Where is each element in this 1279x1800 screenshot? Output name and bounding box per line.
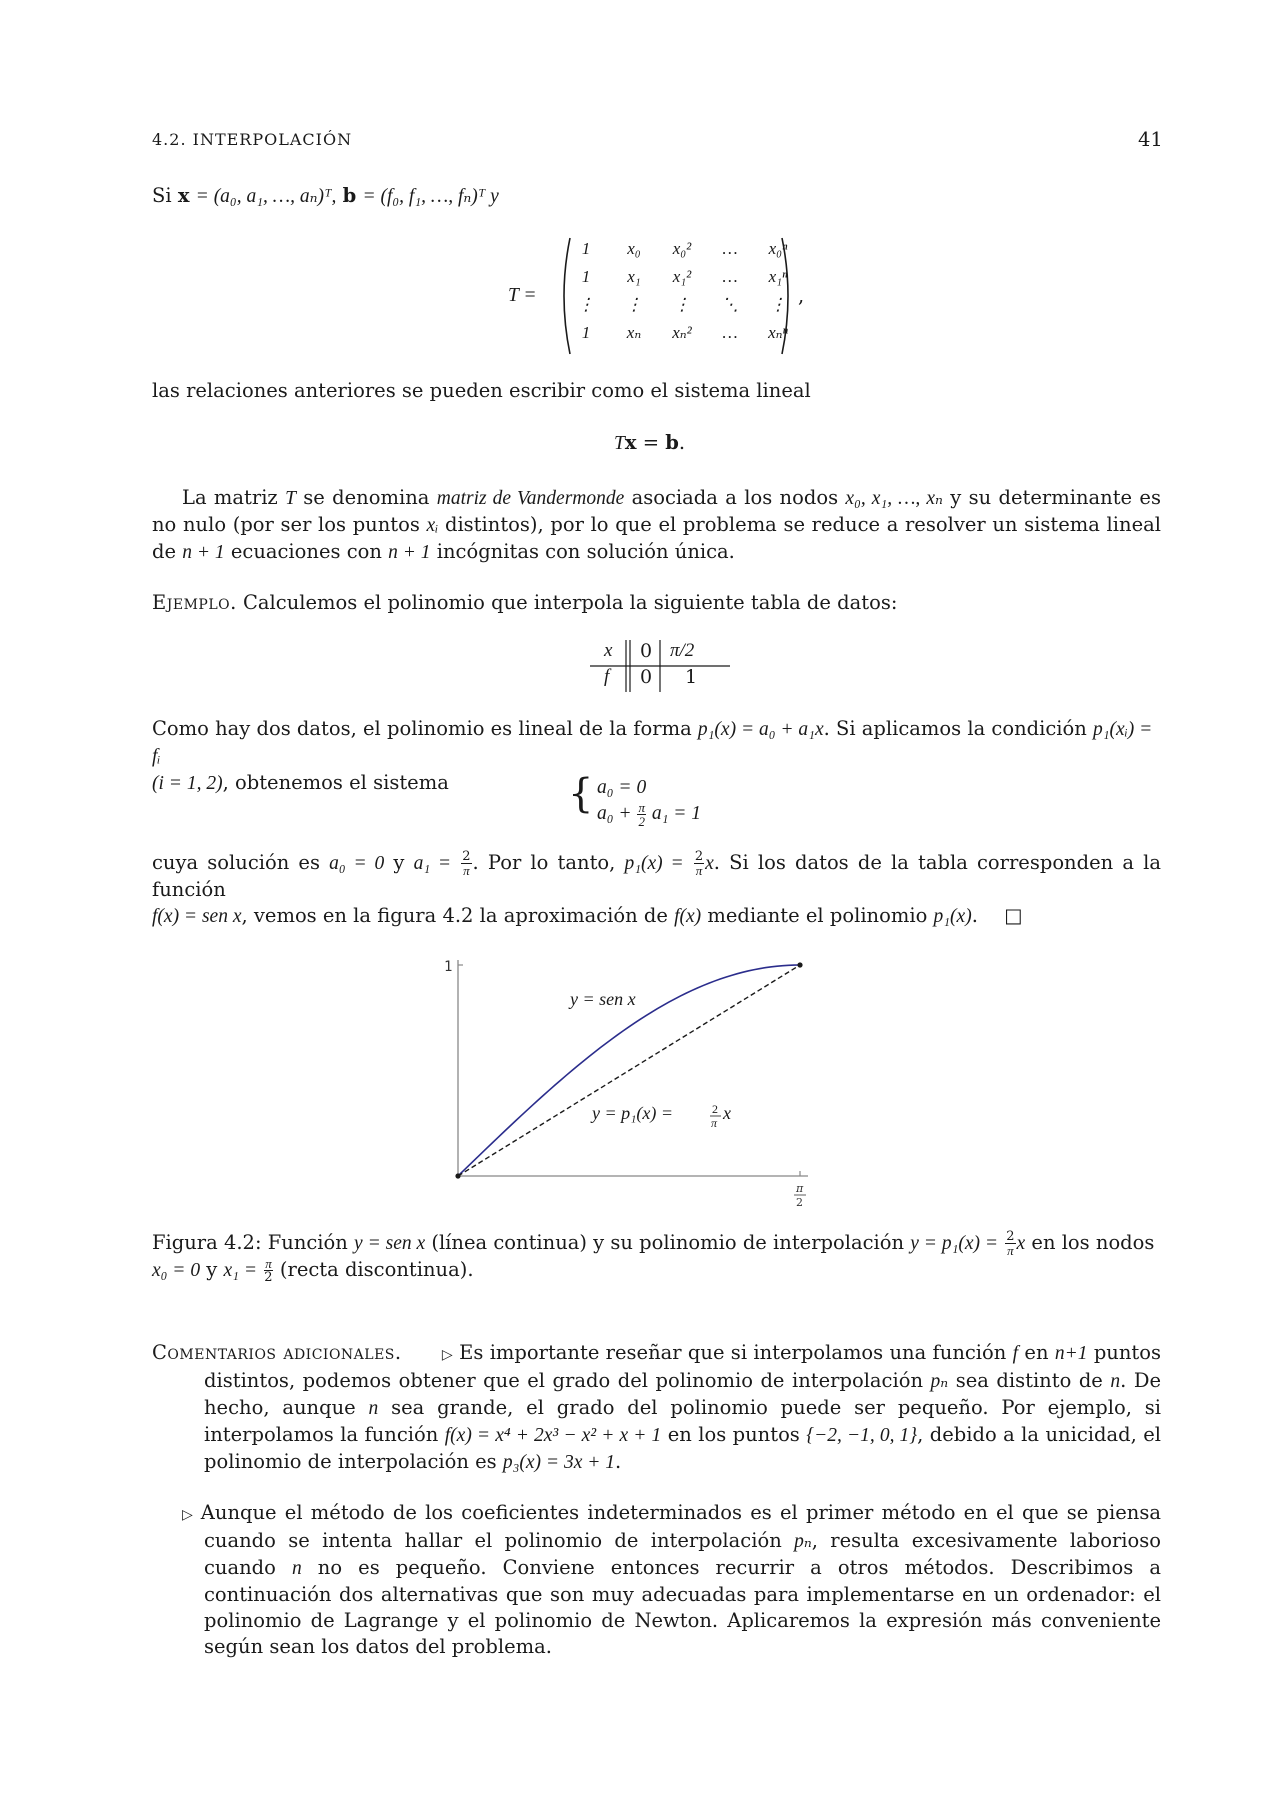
table-f-header: f (604, 666, 610, 687)
eq-b: b (665, 431, 679, 454)
matrix-cell-0-1: x₀ (627, 239, 641, 258)
matrix-cell-1-2: x₁² (672, 267, 692, 286)
table-x-0: 0 (640, 640, 653, 662)
matrix-cell-0-0: 1 (581, 239, 591, 258)
figure-4-2-chart (430, 940, 830, 1210)
intro-si: Si (152, 184, 172, 207)
x-tick-den: 2 (796, 1196, 803, 1209)
intro-line (152, 183, 499, 210)
node-point-0 (455, 1173, 460, 1178)
example-line (152, 590, 897, 616)
matrix-label: T = (508, 285, 537, 306)
system-eq1: a₀ = 0 (597, 777, 647, 798)
matrix-cell-0-3: … (722, 239, 738, 258)
matrix-cell-0-2: x₀² (672, 239, 692, 258)
matrix-cell-1-3: … (722, 267, 738, 286)
eq-dot: . (678, 431, 686, 454)
matrix-cell-2-3: ⋱ (721, 295, 739, 314)
table-x-1: π/2 (670, 640, 695, 661)
comment-2: ▷ Aunque el método de los coeficientes indeterminados es el primer método en el que se piensa cuando se intenta hallar el polinomio de interpolación pₙ, resulta excesivamente laborioso cuando n no es pequeño. Conviene entonces recurrir a otros métodos. Describimos a continuación dos alternativas que son muy adecuadas para implementarse en un ordenador: el polinomio de Lagrange y el polinomio de Newton. Aplicaremos la expresión más conveniente según sean los datos del problema. (182, 1501, 1161, 1658)
table-f-0: 0 (640, 666, 653, 688)
matrix-cell-3-2: xₙ² (672, 323, 692, 342)
matrix-trailing-comma: , (798, 284, 805, 307)
matrix-cell-1-4: x₁ⁿ (768, 267, 788, 286)
comment-bullet-2: ▷ (182, 1507, 195, 1523)
running-header: 4.2. INTERPOLACIÓN (152, 130, 353, 149)
page-number: 41 (1138, 128, 1163, 151)
matrix-cell-1-0: 1 (581, 267, 591, 286)
label-sin: y = sen x (570, 989, 636, 1009)
system-brace: { (568, 771, 594, 817)
node-point-1 (797, 962, 802, 967)
vector-b: b (342, 184, 357, 207)
table-f-1: 1 (685, 666, 698, 688)
eq-T: T (614, 433, 625, 454)
label-poly-x: x (723, 1103, 731, 1123)
matrix-cell-2-1: ⋮ (625, 295, 643, 314)
vector-x: x (177, 184, 190, 207)
matrix-cell-2-4: ⋮ (769, 295, 787, 314)
comments-label: Comentarios adicionales. (152, 1341, 402, 1364)
y-tick-label: 1 (444, 959, 453, 975)
vandermonde-matrix (562, 236, 805, 346)
example-text: Calculemos el polinomio que interpola la siguiente tabla de datos: (243, 591, 898, 614)
comment-1: Comentarios adicionales. ▷ Es importante reseñar que si interpolamos una función f en n+1 puntos distintos, podemos obtener que el grado del polinomio de interpolación pₙ sea distinto de n. De hecho, aunque n sea grande, el grado del polinomio puede ser pequeño. Por ejemplo, si interpolamos la función f(x) = x⁴ + 2x³ − x² + x + 1 en los puntos {−2, −1, 0, 1}, debido a la unicidad, el polinomio de interpolación es p₃(x) = 3x + 1. (152, 1341, 1161, 1473)
solution-paragraph: cuya solución es a₀ = 0 y a₁ = $\frac{2}{\pi}$ . Por lo tanto, p₁(x) = $\frac{2}{\pi}$ x. Si los datos de la tabla corresponden a la función f(x) = sen x, vemos en la figura 4.2 la aproximación de f(x) mediante el polinomio p₁(x). □ (152, 849, 1161, 927)
system-eq2: a₀ + $\frac{\pi}{2}$ a₁ = 1 (597, 800, 702, 830)
matrix-cell-0-4: x₀ⁿ (768, 239, 788, 258)
linear-paragraph: Como hay dos datos, el polinomio es lineal de la forma p₁(x) = a₀ + a₁x. Si aplicamos la condición p₁(xᵢ) = fᵢ (i = 1, 2), obtenemos el sistema (152, 717, 1153, 794)
matrix-cell-2-0: ⋮ (577, 295, 595, 314)
relations-line: las relaciones anteriores se pueden escribir como el sistema lineal (152, 379, 811, 402)
x-tick-num: π (796, 1182, 804, 1195)
table-x-header: x (604, 640, 613, 661)
vandermonde-emphasis: matriz de Vandermonde (436, 488, 625, 509)
comment-bullet-1: ▷ (441, 1347, 453, 1363)
label-poly: y = p₁(x) = (592, 1103, 674, 1123)
figure-caption: Figura 4.2: Función y = sen x (línea continua) y su polinomio de interpolación y = p₁(x) = $\frac{2}{\pi}$ x en los nodos x₀ = 0 y x₁ = $\frac{\pi}{2}$ (recta discontinua). (152, 1229, 1155, 1285)
qed-symbol: □ (1004, 904, 1023, 927)
eq-x: x (624, 431, 637, 454)
label-poly-den: π (711, 1116, 718, 1130)
b-definition: = (f₀, f₁, …, fₙ)ᵀ y (362, 186, 499, 207)
matrix-cell-3-3: … (722, 323, 738, 342)
matrix-cell-2-2: ⋮ (673, 295, 691, 314)
matrix-cell-3-1: xₙ (626, 323, 642, 342)
label-poly-num: 2 (712, 1102, 718, 1116)
eq-equals: = (636, 431, 666, 454)
system-equation (614, 430, 685, 457)
x-definition: = (a₀, a₁, …, aₙ)ᵀ, (195, 186, 337, 207)
matrix-cell-3-4: xₙⁿ (768, 323, 788, 342)
matrix-cell-1-1: x₁ (627, 267, 641, 286)
vandermonde-paragraph: La matriz T se denomina matriz de Vandermonde asociada a los nodos x₀, x₁, …, xₙ y su determinante es no nulo (por ser los puntos xᵢ distintos), por lo que el problema se reduce a resolver un sistema lineal de n + 1 ecuaciones con n + 1 incógnitas con solución única. (152, 486, 1161, 563)
example-label: Ejemplo. (152, 591, 237, 614)
matrix-cell-3-0: 1 (581, 323, 591, 342)
